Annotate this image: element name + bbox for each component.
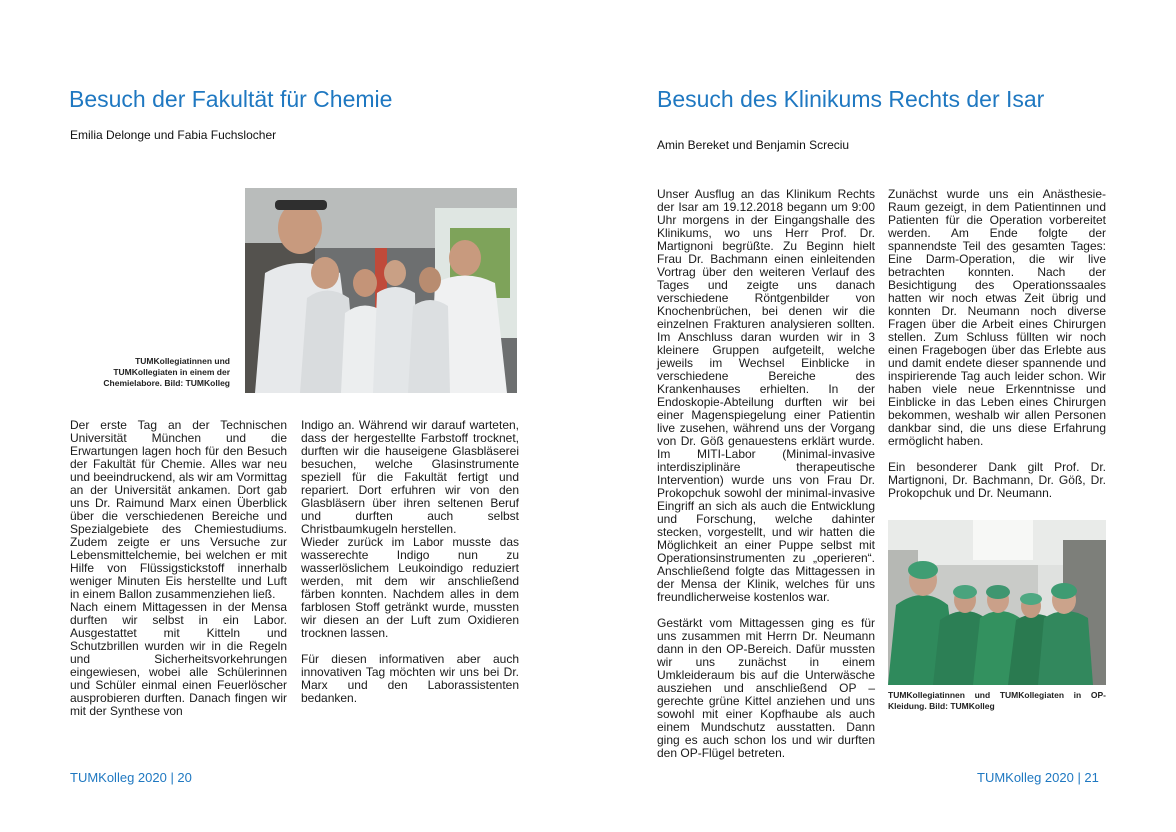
right-page-title: Besuch des Klinikums Rechts der Isar (657, 86, 1045, 112)
paragraph: Indigo an. Während wir darauf warteten, dass der hergestellte Farbstoff trocknet, durften wir die hauseigene Glasbläserei besuchen, welche Glasinstrumente speziell für die Fakultät fertigt und repariert. Dort erfuhren wir von den Glasbläsern über ihren seltenen Beruf und durften auch selbst Christbaumkugeln herstellen. (301, 418, 519, 536)
right-column-2 (888, 188, 1106, 500)
paragraph: Unser Ausflug an das Klinikum Rechts der Isar am 19.12.2018 begann um 9:00 Uhr morgens in der Eingangshalle des Klinikums, wo uns Herr Prof. Dr. Martignoni begrüßte. Zu Beginn hielt Frau Dr. Bachmann einen einleitenden Vortrag über den weiteren Verlauf des Tages und zeigte uns danach verschiedene Röntgenbilder von Knochenbrüchen, bei denen wir die einzelnen Frakturen analysieren sollten. Im Anschluss daran wurden wir in 3 kleinere Gruppen aufgeteilt, welche jeweils im Wechsel Einblicke in verschiedene Bereiche des Krankenhauses erhielten. In der Endoskopie-Abteilung durften wir bei einer Magenspiegelung einer Patientin live zusehen, während uns der Vorgang von Dr. Göß genauestens erklärt wurde. Im MITI-Labor (Minimal-invasive interdisziplinäre therapeutische Intervention) wurde uns von Frau Dr. Prokopchuk sowohl der minimal-invasive Eingriff an sich als auch die Entwicklung und Forschung, welche dahinter stecken, vorgestellt, und wir hatten die Möglichkeit an einer Puppe selbst mit Operationsinstrumenten zu „operieren“. Anschließend folgte das Mittagessen in der Mensa der Klinik, welches für uns freundlicherweise kostenlos war. (657, 187, 875, 604)
left-column-2 (301, 419, 519, 705)
right-page-footer: TUMKolleg 2020 | 21 (977, 770, 1099, 785)
paragraph: Gestärkt vom Mittagessen ging es für uns zusammen mit Herrn Dr. Neumann dann in den OP-Bereich. Dafür mussten wir uns zunächst in einem Umkleideraum bis auf die Unterwäsche ausziehen und anschließend OP – gerechte grüne Kittel anziehen und uns sowohl mit einer Kopfhaube als auch einem Mundschutz ausstatten. Dann ging es auch schon los und wir durften den OP-Flügel betreten. (657, 616, 875, 760)
right-column-1 (657, 188, 875, 760)
paragraph: Zunächst wurde uns ein Anästhesie-Raum gezeigt, in dem Patientinnen und Patienten für die Operation vorbereitet werden. Am Ende folgte der spannendste Teil des gesamten Tages: Eine Darm-Operation, die wir live betrachten konnten. Nach der Besichtigung des Operationssaales hatten wir noch etwas Zeit übrig und konnten Dr. Neumann noch diverse Fragen über die Arbeit eines Chirurgen stellen. Zum Schluss füllten wir noch einen Fragebogen über das Erlebte aus und damit endete dieser spannende und inspirierende Tag auch leider schon. Wir haben viele neue Erkenntnisse und Einblicke in das Leben eines Chirurgen bekommen, weshalb wir allen Personen dankbar sind, die uns diese Erfahrung ermöglicht haben. (888, 187, 1106, 448)
chemistry-lab-photo (245, 188, 517, 393)
paragraph: Der erste Tag an der Technischen Universität München und die Erwartungen lagen hoch für den Besuch der Fakultät für Chemie. Alles war neu und beeindruckend, als wir am Vormittag an der Universität ankamen. Dort gab uns Dr. Raimund Marx einen Überblick über die verschiedenen Bereiche und Spezialgebiete des Chemiestudiums. Zudem zeigte er uns Versuche zur Lebensmittelchemie, bei welchen er mit Hilfe von Flüssigstickstoff innerhalb weniger Minuten Eis herstellte und Luft in einem Ballon zusammenziehen ließ. (70, 418, 287, 601)
paragraph: Wieder zurück im Labor musste das wasserechte Indigo nun zu wasserlöslichem Leukoindigo reduziert werden, mit dem wir anschließend färben konnten. Nachdem alles in dem farblosen Stoff getränkt wurde, mussten wir diesen an der Luft zum Oxidieren trocknen lassen. (301, 535, 519, 640)
paragraph: Ein besonderer Dank gilt Prof. Dr. Martignoni, Dr. Bachmann, Dr. Göß, Dr. Prokopchuk und Dr. Neumann. (888, 460, 1106, 500)
left-page-footer: TUMKolleg 2020 | 20 (70, 770, 192, 785)
operating-room-photo (888, 520, 1106, 685)
right-image-caption: TUMKollegiatinnen und TUMKollegiaten in OP-Kleidung. Bild: TUMKolleg (888, 690, 1106, 711)
paragraph: Nach einem Mittagessen in der Mensa durften wir selbst in ein Labor. Ausgestattet mit Kitteln und Schutzbrillen wurden wir in die Regeln und Sicherheitsvorkehrungen eingewiesen, wobei alle Schülerinnen und Schüler einmal einen Feuerlöscher ausprobieren durften. Danach fingen wir mit der Synthese von (70, 600, 287, 718)
paragraph: Für diesen informativen aber auch innovativen Tag möchten wir uns bei Dr. Marx und den Laborassistenten bedanken. (301, 652, 519, 705)
left-page-title: Besuch der Fakultät für Chemie (69, 86, 393, 112)
left-image-caption: TUMKollegiatinnen und TUMKollegiaten in einem der Chemielabore. Bild: TUMKolleg (103, 356, 230, 388)
left-column-1 (70, 419, 287, 718)
right-page-authors: Amin Bereket und Benjamin Screciu (657, 138, 850, 152)
left-page-authors: Emilia Delonge und Fabia Fuchslocher (70, 128, 277, 142)
